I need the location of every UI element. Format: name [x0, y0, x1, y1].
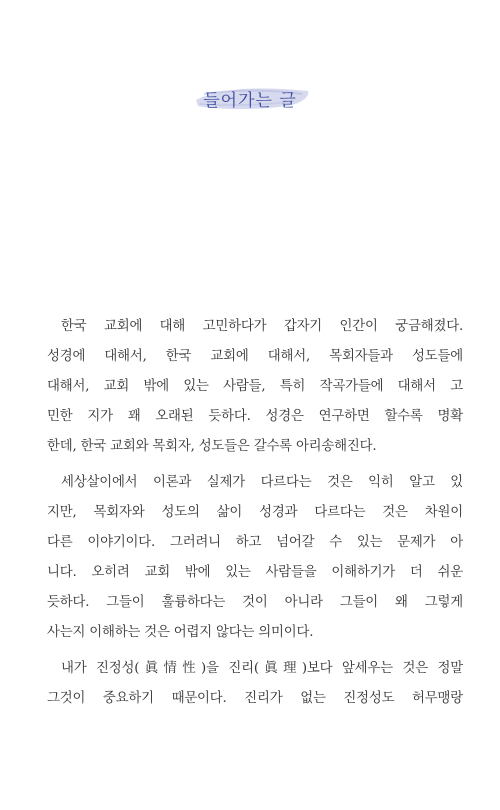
text-line: 한데, 한국 교회와 목회자, 성도들은 갈수록 아리송해진다. — [47, 439, 377, 454]
paragraph-2 — [47, 468, 463, 648]
text-line: 다른 이야기이다. 그러려니 하고 넘어갈 수 있는 문제가 아 — [47, 535, 463, 550]
text-line: 한국 교회에 대해 고민하다가 갑자기 인간이 궁금해졌다. — [61, 319, 463, 334]
text-line: 대해서, 교회 밖에 있는 사람들, 특히 작곡가들에 대해서 고 — [47, 379, 463, 394]
text-line: 사는지 이해하는 것은 어렵지 않다는 의미이다. — [47, 625, 314, 640]
paragraph-3 — [47, 654, 463, 714]
text-line: 니다. 오히려 교회 밖에 있는 사람들을 이해하기가 더 쉬운 — [47, 565, 463, 580]
heading-area — [0, 78, 500, 118]
text-line: 그것이 중요하기 때문이다. 진리가 없는 진정성도 허무맹랑 — [47, 691, 463, 706]
text-line: 내가 진정성(眞情性)을 진리(眞理)보다 앞세우는 것은 정말 — [61, 661, 463, 676]
body-text — [47, 312, 463, 720]
text-line: 듯하다. 그들이 훌륭하다는 것이 아니라 그들이 왜 그렇게 — [47, 595, 463, 610]
text-line: 민한 지가 꽤 오래된 듯하다. 성경은 연구하면 할수록 명확 — [47, 409, 463, 424]
text-line: 세상살이에서 이론과 실제가 다르다는 것은 익히 알고 있 — [61, 475, 463, 490]
chapter-heading: 들어가는 글 — [203, 90, 297, 111]
paragraph-1 — [47, 312, 463, 462]
text-line: 지만, 목회자와 성도의 삶이 성경과 다르다는 것은 차원이 — [47, 505, 463, 520]
text-line: 성경에 대해서, 한국 교회에 대해서, 목회자들과 성도들에 — [47, 349, 463, 364]
